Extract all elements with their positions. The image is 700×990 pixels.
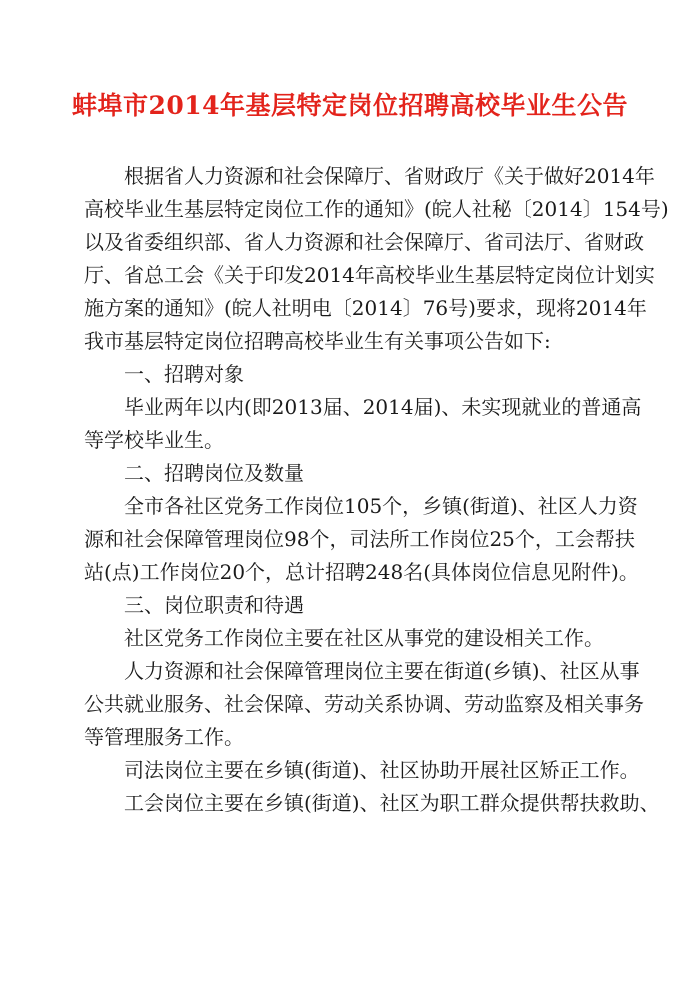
paragraph-line: 全市各社区党务工作岗位105个，乡镇(街道)、社区人力资 xyxy=(124,494,638,518)
paragraph-line: 等管理服务工作。 xyxy=(84,725,244,749)
paragraph-line: 源和社会保障管理岗位98个，司法所工作岗位25个，工会帮扶 xyxy=(84,527,635,551)
paragraph-line: 施方案的通知》(皖人社明电〔2014〕76号)要求，现将2014年 xyxy=(84,296,647,320)
paragraph-line: 毕业两年以内(即2013届、2014届)、未实现就业的普通高 xyxy=(124,395,642,419)
paragraph-line: 我市基层特定岗位招聘高校毕业生有关事项公告如下: xyxy=(84,329,551,353)
paragraph-line: 社区党务工作岗位主要在社区从事党的建设相关工作。 xyxy=(124,626,604,650)
paragraph-line: 工会岗位主要在乡镇(街道)、社区为职工群众提供帮扶救助、 xyxy=(124,791,660,815)
section-heading: 二、招聘岗位及数量 xyxy=(124,461,304,485)
section-heading: 三、岗位职责和待遇 xyxy=(124,593,304,617)
document-title: 蚌埠市2014年基层特定岗位招聘高校毕业生公告 xyxy=(71,91,629,120)
paragraph-line: 司法岗位主要在乡镇(街道)、社区协助开展社区矫正工作。 xyxy=(124,758,640,782)
paragraph-line: 等学校毕业生。 xyxy=(84,428,224,452)
document-body xyxy=(84,160,669,820)
section-heading: 一、招聘对象 xyxy=(124,362,244,386)
paragraph-line: 厅、省总工会《关于印发2014年高校毕业生基层特定岗位计划实 xyxy=(84,263,655,287)
paragraph-line: 高校毕业生基层特定岗位工作的通知》(皖人社秘〔2014〕154号) xyxy=(84,197,669,221)
paragraph-line: 以及省委组织部、省人力资源和社会保障厅、省司法厅、省财政 xyxy=(84,230,644,254)
paragraph-line: 人力资源和社会保障管理岗位主要在街道(乡镇)、社区从事 xyxy=(124,659,640,683)
paragraph-line: 站(点)工作岗位20个，总计招聘248名(具体岗位信息见附件)。 xyxy=(84,560,639,584)
paragraph-line: 根据省人力资源和社会保障厅、省财政厅《关于做好2014年 xyxy=(124,164,655,188)
paragraph-line: 公共就业服务、社会保障、劳动关系协调、劳动监察及相关事务 xyxy=(84,692,644,716)
